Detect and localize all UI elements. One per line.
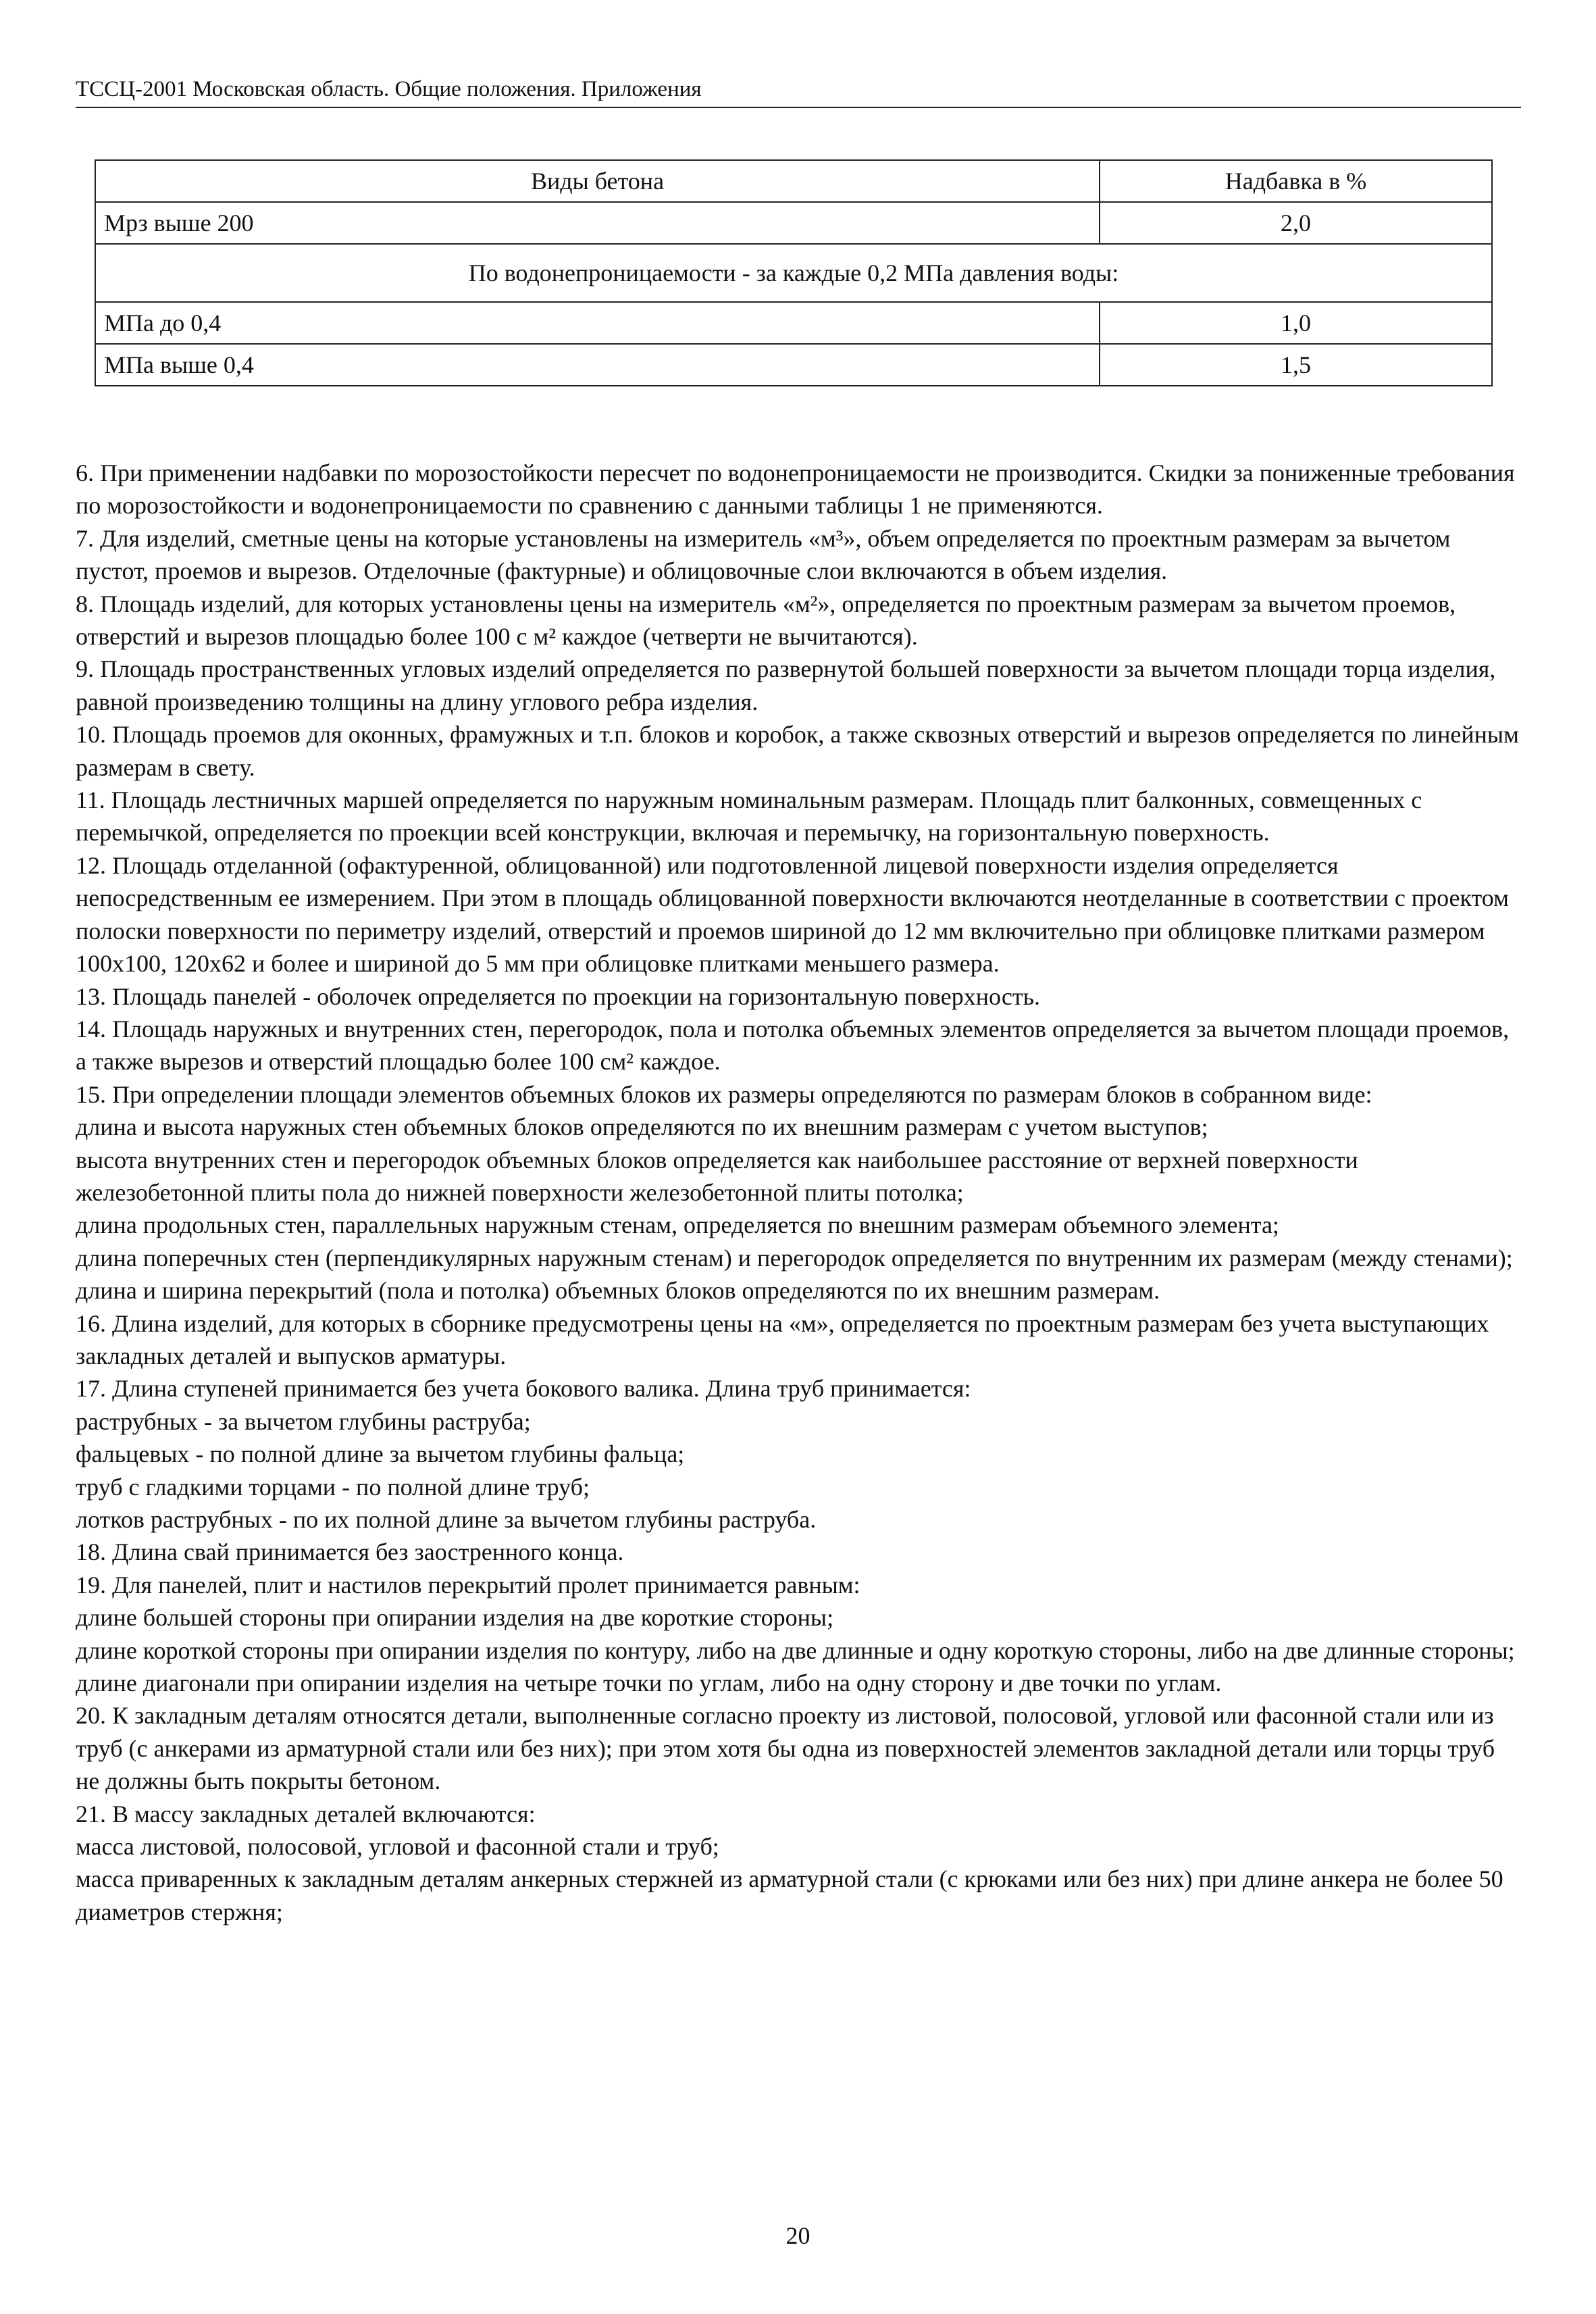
document-header: ТССЦ-2001 Московская область. Общие положения. Приложения — [76, 77, 702, 101]
paragraph: 19. Для панелей, плит и настилов перекрытий пролет принимается равным: — [76, 1571, 860, 1599]
paragraph: 10. Площадь проемов для оконных, фрамужных и т.п. блоков и коробок, а также сквозных отверстий и вырезов определяется по линейным размерам в свету. — [76, 721, 1519, 781]
paragraph: масса листовой, полосовой, угловой и фасонной стали и труб; — [76, 1833, 719, 1861]
paragraph: 17. Длина ступеней принимается без учета бокового валика. Длина труб принимается: — [76, 1375, 971, 1403]
paragraph: 18. Длина свай принимается без заостренного конца. — [76, 1538, 624, 1566]
paragraph: 14. Площадь наружных и внутренних стен, перегородок, пола и потолка объемных элементов определяется за вычетом площади проемов, а также вырезов и отверстий площадью более 100 см² каждое. — [76, 1015, 1510, 1076]
paragraph: 8. Площадь изделий, для которых установлены цены на измеритель «м²», определяется по проектным размерам за вычетом проемов, отверстий и вырезов площадью более 100 с м² каждое (четверти не вычитаются). — [76, 590, 1456, 651]
table-cell: 2,0 — [1100, 202, 1492, 244]
table-cell: МПа до 0,4 — [95, 302, 1100, 344]
paragraph: 20. К закладным деталям относятся детали, выполненные согласно проекту из листовой, полосовой, угловой или фасонной стали или из труб (с анкерами из арматурной стали или без них); при этом хотя бы одна из поверхностей элементов закладной детали или торцы труб не должны быть покрыты бетоном. — [76, 1702, 1495, 1795]
paragraph: 16. Длина изделий, для которых в сборнике предусмотрены цены на «м», определяется по проектным размерам без учета выступающих закладных деталей и выпусков арматуры. — [76, 1309, 1489, 1369]
paragraph: длине большей стороны при опирании изделия на две короткие стороны; — [76, 1604, 834, 1632]
paragraph: 13. Площадь панелей - оболочек определяется по проекции на горизонтальную поверхность. — [76, 982, 1041, 1010]
paragraph: длина продольных стен, параллельных наружным стенам, определяется по внешним размерам объемного элемента; — [76, 1211, 1279, 1239]
table-cell: МПа выше 0,4 — [95, 344, 1100, 386]
paragraph: 6. При применении надбавки по морозостойкости пересчет по водонепроницаемости не производится. Скидки за пониженные требования по морозостойкости и водонепроницаемости по сравнению с данными таблицы 1 не применяются. — [76, 459, 1515, 520]
table-header-concrete-type: Виды бетона — [95, 160, 1100, 202]
paragraph: лотков раструбных - по их полной длине за вычетом глубины раструба. — [76, 1506, 817, 1533]
header-divider — [76, 107, 1521, 108]
paragraph: 15. При определении площади элементов объемных блоков их размеры определяются по размерам блоков в собранном виде: — [76, 1080, 1372, 1108]
paragraph: раструбных - за вычетом глубины раструба; — [76, 1407, 531, 1435]
table-row — [95, 344, 1492, 386]
table-row — [95, 244, 1492, 302]
paragraph: высота внутренних стен и перегородок объемных блоков определяется как наибольшее расстояние от верхней поверхности железобетонной плиты пола до нижней поверхности железобетонной плиты потолка; — [76, 1146, 1358, 1206]
table-row — [95, 302, 1492, 344]
paragraph: масса приваренных к закладным деталям анкерных стержней из арматурной стали (с крюками или без них) при длине анкера не более 50 диаметров стержня; — [76, 1865, 1503, 1926]
paragraph: 21. В массу закладных деталей включаются: — [76, 1800, 536, 1828]
paragraph: длине диагонали при опирании изделия на четыре точки по углам, либо на одну сторону и две точки по углам. — [76, 1669, 1222, 1697]
paragraph: 12. Площадь отделанной (офактуренной, облицованной) или подготовленной лицевой поверхности изделия определяется непосредственным ее измерением. При этом в площадь облицованной поверхности включаются неотделанные в соответствии с проектом полоски поверхности по периметру изделий, отверстий и проемов шириной до 12 мм включительно при облицовке плитками размером 100x100, 120x62 и более и шириной до 5 мм при облицовке плитками меньшего размера. — [76, 851, 1509, 978]
table-row — [95, 202, 1492, 244]
paragraph: 11. Площадь лестничных маршей определяется по наружным номинальным размерам. Площадь плит балконных, совмещенных с перемычкой, определяется по проекции всей конструкции, включая и перемычку, на горизонтальную поверхность. — [76, 786, 1422, 847]
paragraph: длина поперечных стен (перпендикулярных наружным стенам) и перегородок определяется по внутренним их размерам (между стенами); — [76, 1244, 1513, 1272]
table-span-cell: По водонепроницаемости - за каждые 0,2 МПа давления воды: — [95, 244, 1492, 302]
table-header-surcharge: Надбавка в % — [1100, 160, 1492, 202]
paragraph: 7. Для изделий, сметные цены на которые установлены на измеритель «м³», объем определяется по проектным размерам за вычетом пустот, проемов и вырезов. Отделочные (фактурные) и облицовочные слои включаются в объем изделия. — [76, 524, 1451, 585]
page-number: 20 — [786, 2222, 810, 2249]
paragraph: длине короткой стороны при опирании изделия по контуру, либо на две длинные и одну короткую стороны, либо на две длинные стороны; — [76, 1636, 1515, 1664]
paragraph: 9. Площадь пространственных угловых изделий определяется по развернутой большей поверхности за вычетом площади торца изделия, равной произведению толщины на длину углового ребра изделия. — [76, 655, 1496, 715]
table-cell: Мрз выше 200 — [95, 202, 1100, 244]
paragraph: длина и ширина перекрытий (пола и потолка) объемных блоков определяются по их внешним размерам. — [76, 1277, 1160, 1305]
body-text — [76, 457, 1521, 1928]
paragraph: длина и высота наружных стен объемных блоков определяются по их внешним размерам с учетом выступов; — [76, 1113, 1208, 1141]
table-header-row — [95, 160, 1492, 202]
table-cell: 1,5 — [1100, 344, 1492, 386]
surcharge-table — [95, 159, 1493, 386]
paragraph: фальцевых - по полной длине за вычетом глубины фальца; — [76, 1440, 685, 1468]
paragraph: труб с гладкими торцами - по полной длине труб; — [76, 1473, 590, 1501]
table-cell: 1,0 — [1100, 302, 1492, 344]
